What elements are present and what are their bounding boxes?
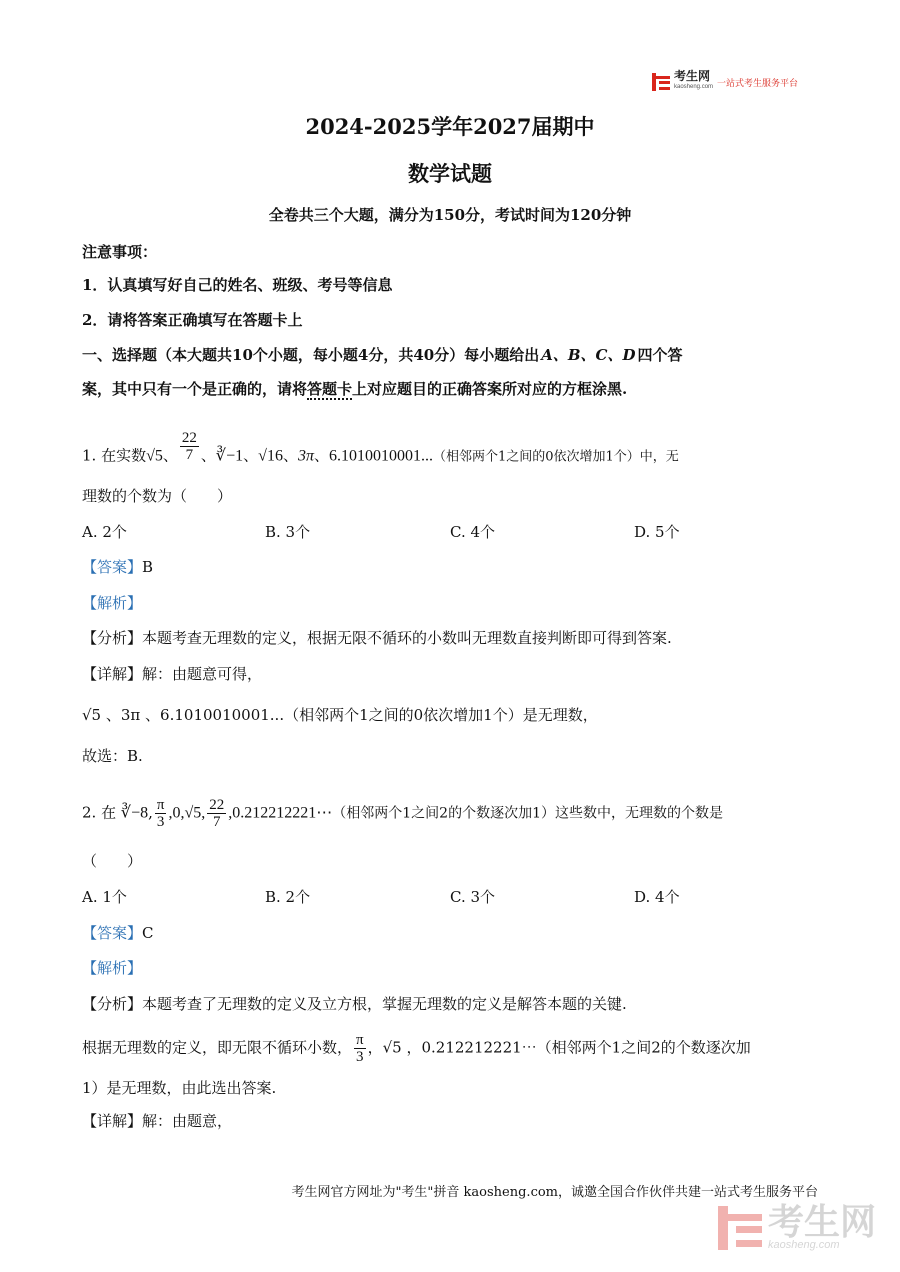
emphasis-answer-card: 答题卡 <box>307 380 353 398</box>
sqrt-16: √16 <box>258 447 283 465</box>
solution-text: √5 、3π 、6.1010010001...（相邻两个1之间的0依次增加1个）是无理数， <box>82 706 598 724</box>
choice-text: 故选：B. <box>82 747 143 765</box>
cube-root-minus-8: ∛−8 <box>120 804 149 822</box>
answer-line <box>82 556 153 578</box>
answer-line <box>82 922 154 944</box>
option-d: D. 4个 <box>634 888 680 906</box>
question-1-stem-line2: 理数的个数为（ ） <box>82 487 233 505</box>
detail-text: 【详解】解：由题意， <box>82 1112 233 1130</box>
analysis-text: 【分析】本题考查无理数的定义，根据无限不循环的小数叫无理数直接判断即可得到答案. <box>82 629 672 647</box>
sqrt-5: √5 <box>146 447 163 465</box>
fraction-pi-3: $\frac{\pi}{3}$ <box>156 797 165 830</box>
answer-tag: 【答案】 <box>82 924 143 942</box>
page-subtitle: 数学试题 <box>408 161 492 186</box>
section-instructions-line2: 案，其中只有一个是正确的，请将答题卡上对应题目的正确答案所对应的方框涂黑. <box>82 380 628 398</box>
header-logo <box>652 71 798 93</box>
answer-tag: 【答案】 <box>82 558 143 576</box>
solution-text-line2: 1）是无理数，由此选出答案. <box>82 1079 277 1097</box>
option-b: B. 3个 <box>265 523 311 541</box>
watermark-title: 考生网 <box>768 1201 877 1242</box>
brand-name: 考生网 kaosheng.com <box>674 71 713 93</box>
watermark <box>718 1201 877 1251</box>
answer-value: C <box>142 924 154 942</box>
fraction-22-7: $\frac{22}{7}$ <box>209 797 225 830</box>
notice-heading: 注意事项： <box>82 243 158 261</box>
option-c: C. 4个 <box>450 523 496 541</box>
analysis-text: 【分析】本题考查了无理数的定义及立方根，掌握无理数的定义是解答本题的关键. <box>82 995 627 1013</box>
notice-item: 2．请将答案正确填写在答题卡上 <box>82 311 303 329</box>
three-pi: 3π <box>297 447 314 465</box>
detail-text: 【详解】解：由题意可得， <box>82 665 263 683</box>
page-title: 2024-2025学年2027届期中 <box>305 114 595 139</box>
fraction-pi-3: $\frac{\pi}{3}$ <box>356 1032 364 1065</box>
decimal-number: 6.1010010001... <box>328 447 433 465</box>
question-1-stem: 1. 在实数√5、 $\frac{22}{7}$ 、∛−1、√16、3π、6.1010010001...（相邻两个1之间的0依次增加1个）中，无 <box>82 430 679 465</box>
solution-text: 根据无理数的定义，即无限不循环小数， $\frac{\pi}{3}$ ，√5 ，0.212212221⋯（相邻两个1之间2的个数逐次加 <box>82 1032 751 1065</box>
question-2-stem: 2. 在 ∛−8, $\frac{\pi}{3}$ ,0,√5, $\frac{22}{7}$ ,0.212212221⋯（相邻两个1之间2的个数逐次加1）这些数中，无理数的个数是 <box>82 797 723 830</box>
exam-info: 全卷共三个大题，满分为150分，考试时间为120分钟 <box>268 206 632 224</box>
analysis-tag: 【解析】 <box>82 594 143 612</box>
notice-item: 1．认真填写好自己的姓名、班级、考号等信息 <box>82 276 393 294</box>
watermark-url: kaosheng.com <box>768 1239 840 1251</box>
option-d: D. 5个 <box>634 523 680 541</box>
footer-note: 考生网官方网址为"考生"拼音 kaosheng.com，诚邀全国合作伙伴共建一站式考生服务平台 <box>291 1185 818 1200</box>
question-2-stem-line2: （ ） <box>82 852 143 870</box>
watermark-logo-icon <box>718 1206 762 1250</box>
brand-slogan: 一站式考生服务平台 <box>717 77 799 88</box>
section-instructions-line1: 一、选择题（本大题共10个小题，每小题4分，共40分）每小题给出 A、B、C、D 四个答 <box>82 346 683 364</box>
analysis-tag: 【解析】 <box>82 959 143 977</box>
fraction-22-7: $\frac{22}{7}$ <box>181 430 197 463</box>
answer-value: B <box>142 558 154 576</box>
option-b: B. 2个 <box>265 888 311 906</box>
option-letters: A、B、C、D <box>541 346 636 364</box>
option-a: A. 1个 <box>82 888 127 906</box>
brand-logo-icon <box>652 73 670 91</box>
option-a: A. 2个 <box>82 523 127 541</box>
brand-url: kaosheng.com <box>674 84 714 90</box>
decimal-number: ,0.212212221⋯ <box>228 804 333 822</box>
cube-root-minus-1: ∛−1 <box>215 447 244 465</box>
option-c: C. 3个 <box>450 888 496 906</box>
